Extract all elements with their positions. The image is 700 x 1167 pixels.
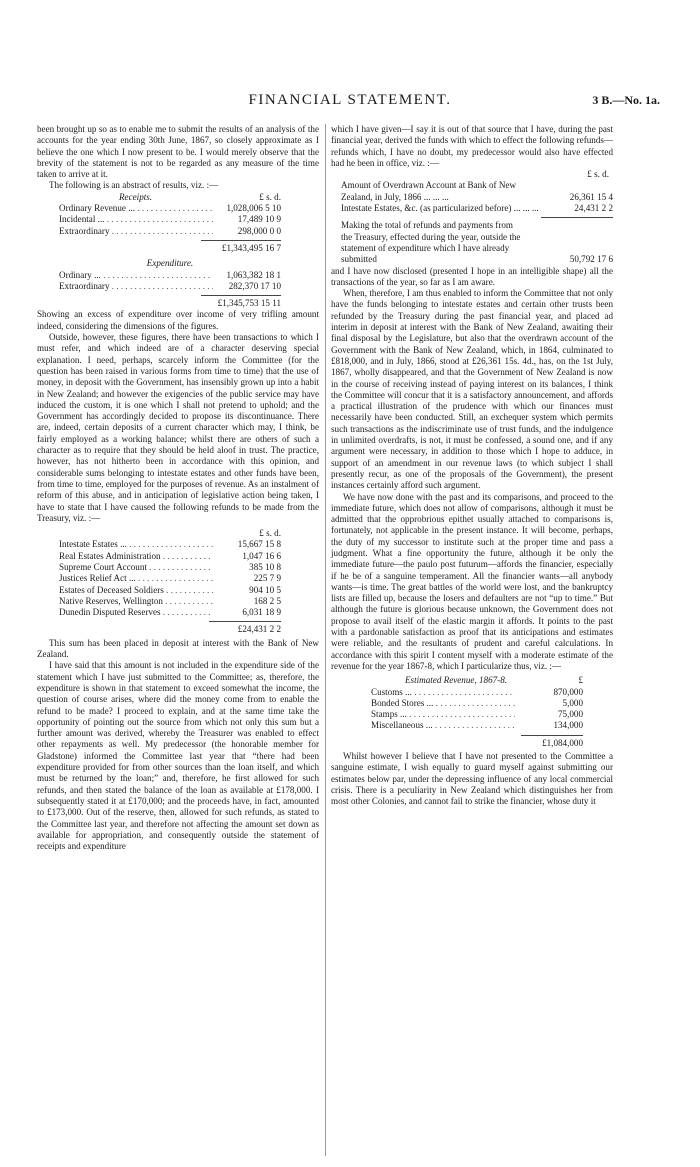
paragraph: When, therefore, I am thus enabled to inform the Committee that not only have the funds belonging to intestate estates and certain other trusts been refunded by the Treasury during the past financial year, and placed ad interim in deposit at interest with the Bank of New Zealand, awaiting their final disposal by the Legislature, but also that the overdrawn account of the Government with the Bank of New Zealand, which, in 1864, culminated to £818,000, and in July, 1866, stood at £26,361 15s. 4d., has, on the 1st July, 1867, wholly disappeared, and that the Government of New Zealand is now in the course of receiving instead of paying interest on its balances, I think the Committee will concur that it is a satisfactory announcement, and affords a practical illustration of the prudence with which our finances must necessarily have been conducted. Still, an exchequer system which permits such transactions as the indiscriminate use of trust funds, and the indulgence in unlimited overdrafts, is not, it must be confessed, a sound one, and if any argument were necessary, in addition to those which I hope to adduce, in support of an amendment in our revenue laws (to which subject I shall presently recur, as one of the proposals of the Government), the present instances certainly afford such argument. — [331, 288, 613, 491]
pound-heading: £ — [578, 675, 583, 686]
table-row-value: 75,000 — [557, 709, 583, 720]
table-row-value: 17,489 10 9 — [237, 214, 281, 225]
table-row-value: 1,028,006 5 10 — [226, 203, 281, 214]
table-row-value: 24,431 2 2 — [574, 203, 613, 214]
table-row-label: Real Estates Administration . . . — [59, 551, 213, 562]
expenditure-total: £1,345,753 15 11 — [217, 298, 281, 309]
table-row-label: Extraordinary . . . — [59, 281, 213, 292]
table-row-label: Supreme Court Account . . . — [59, 562, 213, 573]
sum-rule — [201, 295, 281, 296]
table-row-label: Justices Relief Act ... . . . — [59, 573, 213, 584]
page-number: 3 B.—No. 1a. — [592, 93, 660, 107]
table-row-value: 5,000 — [562, 697, 583, 708]
receipts-heading: Receipts. — [119, 191, 153, 202]
right-column — [331, 124, 613, 808]
table-row-value: 298,000 0 0 — [237, 225, 281, 236]
paragraph: and I have now disclosed (presented I hope in an intelligible shape) all the transactions of the year, so far as I am aware. — [331, 265, 613, 287]
table-row-label: Native Reserves, Wellington . . . — [59, 596, 213, 607]
table-row-label: Bonded Stores ... . . . — [371, 698, 515, 709]
table-row-label: Stamps ... . . . — [371, 709, 515, 720]
lsd-heading: £ s. d. — [259, 528, 281, 539]
overdrawn-table — [331, 169, 613, 265]
paragraph: The following is an abstract of results, viz. :— — [49, 180, 219, 191]
paragraph: We have now done with the past and its comparisons, and proceed to the immediate future, which does not allow of comparisons, although it must be admitted that the opprobrious epithet usually attached to comparisons is, fortunately, not applicable in the present instance. It will become, perhaps, the duty of my successor to institute such at the proper time and pass a judgment. What a fine opportunity the future, although it be only the immediate future—the paulo post futurum—affords the financier, especially if he be of a sanguine temperament. All the financier wants—all anybody wants—is time. The great battles of the world were lost, and the bankruptcy lists are filled up, because the losers and defaulters are not “up to time.” But although the future is glorious because unknown, the Government does not propose to avail itself of the elastic margin it affords. It points to the past with a pardonable satisfaction as proof that its anticipations and estimates were reliable, and the resultants of prudent and careful calculations. In accordance with this spirit I content myself with a moderate estimate of the revenue for the year 1867-8, which I particularize thus, viz. :— — [331, 491, 613, 671]
lsd-heading: £ s. d. — [587, 169, 609, 180]
paragraph: I have said that this amount is not included in the expenditure side of the statement which I have just submitted to the Committee; as, therefore, the expenditure is shown in that statement to exceed somewhat the income, the question of course arises, where did the money come from to enable the refund to be made? I proceed to explain, and at the same time take the opportunity of pointing out the source from which not only this sum but a further amount was derived, whereby the Treasurer was enabled to effect other repayments as well. My predecessor (the honorable member for Gladstone) informed the Committee last year that “there had been expenditure provided for from other sources than the loan itself, and which must be returned by the loan;” and, therefore, he first allowed for such refunds, and then stated the balance of the loan as available at £178,000. I subsequently stated it at £170,000; and the proceeds have, in fact, amounted to £173,000. Out of the reserve, then, allowed for such refunds, as stated to the Committee last year, and therefore not affecting the amount set down as available for appropriation, and consequently outside the statement of receipts and expenditure — [37, 660, 319, 852]
table-row-label: Ordinary ... . . . — [59, 270, 213, 281]
table-row-value: 282,370 17 10 — [228, 280, 281, 291]
table-row-value: 1,063,382 18 1 — [226, 269, 281, 280]
paragraph: Showing an excess of expenditure over income of very trifling amount indeed, considering the dimensions of the figures. — [37, 309, 319, 331]
table-row-label: Extraordinary . . . — [59, 226, 213, 237]
page-header — [40, 92, 660, 112]
lsd-heading: £ s. d. — [259, 191, 281, 202]
table-row-value: 385 10 8 — [249, 561, 281, 572]
table-row-value: 168 2 5 — [253, 595, 281, 606]
page-title: FINANCIAL STATEMENT. — [248, 92, 452, 108]
paragraph: which I have given—I say it is out of that source that I have, during the past financial year, derived the funds with which to effect the following refunds—refunds which, I have no doubt, my predecessor would also have effected had he been in office, viz. :— — [331, 124, 613, 168]
table-row-label: Intestate Estates ... . . . — [59, 539, 213, 550]
table-row-value: 904 10 5 — [249, 584, 281, 595]
sum-rule — [209, 621, 281, 622]
estimates-total: £1,084,000 — [542, 737, 583, 748]
refunds-table — [37, 524, 319, 638]
estimates-table — [331, 672, 613, 751]
sum-rule — [201, 240, 281, 241]
sum-rule — [521, 735, 583, 736]
estimates-heading: Estimated Revenue, 1867-8. — [405, 675, 508, 686]
receipts-total: £1,343,495 16 7 — [221, 242, 281, 253]
table-row-label: Estates of Deceased Soldiers . . . — [59, 585, 213, 596]
table-row-label: Amount of Overdrawn Account at Bank of New Zealand, in July, 1866 ... ... ... — [341, 180, 517, 202]
sum-rule — [541, 217, 613, 218]
table-row-value: 15,667 15 8 — [237, 539, 281, 550]
table-row-label: Customs ... . . . — [371, 687, 515, 698]
table-row-value: 6,031 18 9 — [242, 607, 281, 618]
column-divider — [325, 124, 326, 1156]
table-row-label: Incidental ... . . . — [59, 214, 213, 225]
table-row-label: Making the total of refunds and payments from the Treasury, effected during the year, outside the statement of expenditure which I have already submitted — [341, 220, 521, 265]
table-row-value: 26,361 15 4 — [569, 191, 613, 202]
paragraph: Whilst however I believe that I have not presented to the Committee a sanguine estimate, I wish equally to guard myself against submitting our estimates below par, under the depressing influence of any local commercial crisis. There is a peculiarity in New Zealand which distinguishes her from most other Colonies, and cannot fail to strike the financier, whose duty it — [331, 751, 613, 807]
table-row-value: 1,047 16 6 — [242, 550, 281, 561]
receipts-table — [37, 192, 319, 310]
table-row-value: 225 7 9 — [253, 573, 281, 584]
paragraph: This sum has been placed in deposit at interest with the Bank of New Zealand. — [37, 637, 319, 660]
table-row-label: Ordinary Revenue ... . . . — [59, 203, 213, 214]
table-row-label: Intestate Estates, &c. (as particularized before) ... ... ... — [341, 203, 539, 214]
paragraph: Outside, however, these figures, there have been transactions to which I must refer, and which indeed are of a character deserving special explanation. I need, perhaps, scarcely inform the Committee (for the question has been raised in various forms from time to time) that the use of money, in deposit with the Government, has insensibly grown up into a habit in New Zealand; and however the exigencies of the public service may have induced the custom, it is one which I shall not pretend to uphold; and the Government has accordingly decided to propose its discontinuance. There are, indeed, certain deposits of a current character which may, I think, be fairly employed as a working balance; whilst there are others of such a character as to require that they should be held aloof in trust. The practice, however, has not hitherto been in accordance with this opinion, and considerable sums belonging to intestate estates and other funds have been, from time to time, employed for the purposes of revenue. As an instalment of reform of this abuse, and in anticipation of legislative action being taken, I have to state that I have caused the following refunds to be made from the Treasury, viz. :— — [37, 332, 319, 523]
table-row-value: 50,792 17 6 — [569, 254, 613, 265]
expenditure-heading: Expenditure. — [146, 258, 194, 269]
table-row-value: 870,000 — [553, 686, 583, 697]
table-row-label: Miscellaneous ... . . . — [371, 720, 515, 731]
refunds-total: £24,431 2 2 — [237, 624, 281, 635]
paragraph: been brought up so as to enable me to submit the results of an analysis of the accounts for the year ending 30th June, 1867, so closely approximate as I believe the one which I now present to be. I would merely observe that the brevity of the statement is not to be regarded as any measure of the time taken to arrive at it. — [37, 124, 319, 180]
table-row-value: 134,000 — [553, 720, 583, 731]
left-column — [37, 124, 319, 852]
table-row-label: Dunedin Disputed Reserves . . . — [59, 607, 213, 618]
